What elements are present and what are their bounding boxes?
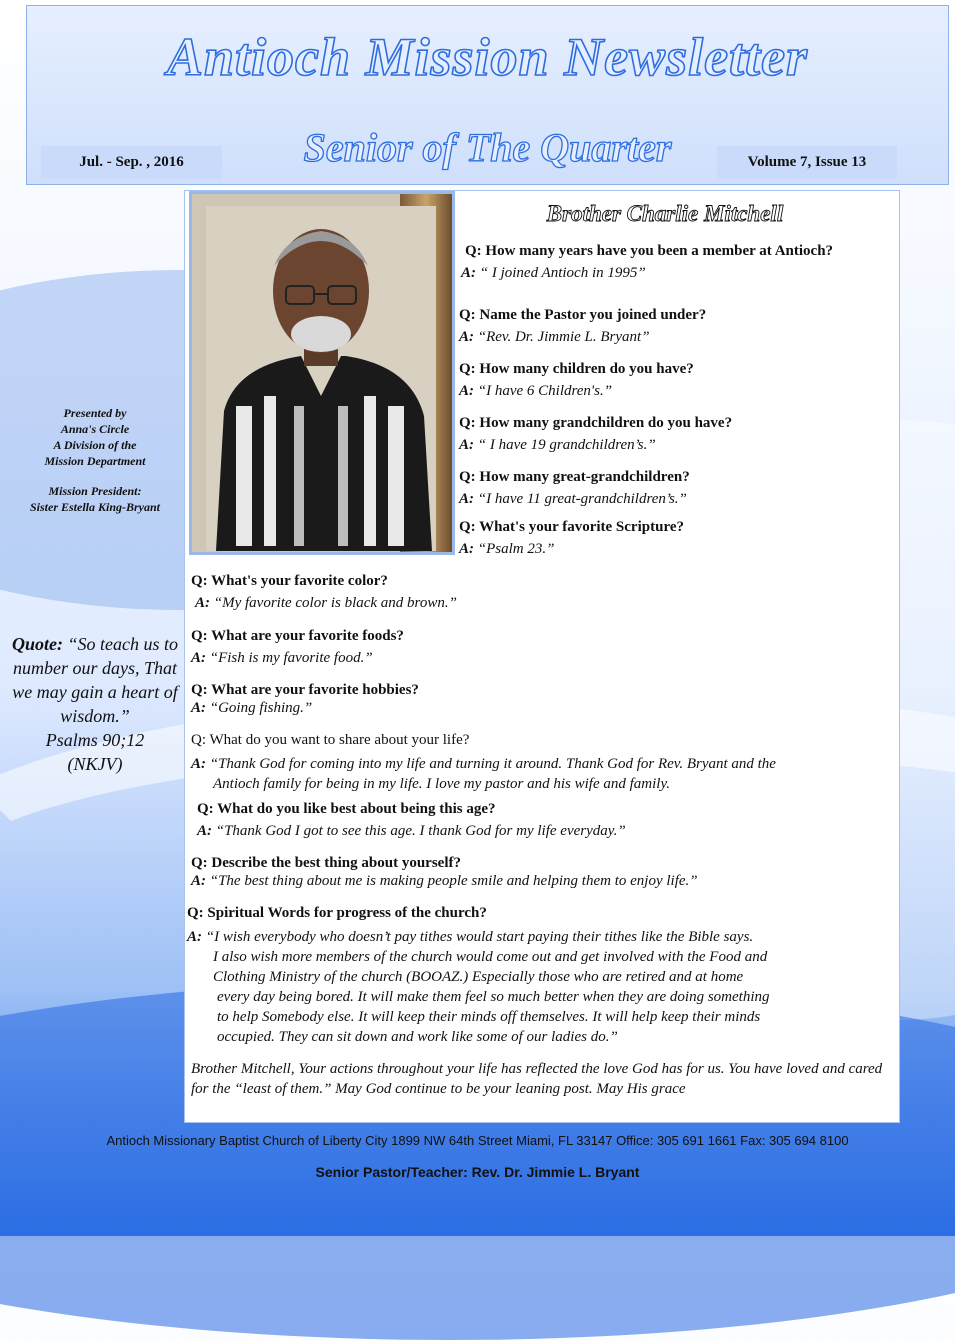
qa-item (191, 732, 776, 794)
qa-item (197, 801, 626, 840)
credit-line: Presented by (63, 406, 127, 420)
answer-line: Clothing Ministry of the church (BOOAZ.) Especially those who are retired and at home (213, 969, 744, 985)
quote-reference: Psalms 90;12 (45, 730, 145, 750)
qa-item (191, 573, 457, 612)
quote-label: Quote: (12, 634, 63, 654)
question: Q: How many great-grandchildren? (459, 469, 690, 485)
answer (459, 383, 694, 400)
answer-line: “Thank God for coming into my life and turning it around. Thank God for Rev. Bryant and the (209, 756, 776, 772)
issue-date: Jul. - Sep. , 2016 (41, 146, 222, 179)
newsletter-subtitle: Senior of The Quarter (303, 125, 672, 170)
profile-panel (184, 190, 900, 1123)
credit-line: Mission Department (44, 454, 146, 468)
newsletter-header (26, 5, 949, 185)
qa-item (459, 361, 694, 400)
answer-text: “My favorite color is black and brown.” (213, 595, 457, 611)
answer-text: “Psalm 23.” (477, 541, 555, 557)
answer-text: “I have 11 great-grandchildren’s.” (477, 491, 687, 507)
question: Q: What do you want to share about your life? (191, 732, 470, 748)
answer-text: “ I joined Antioch in 1995” (479, 265, 646, 281)
senior-name: Brother Charlie Mitchell (546, 201, 784, 226)
scripture-quote (12, 632, 178, 776)
answer-line: every day being bored. It will make them feel so much better when they are doing something (217, 989, 770, 1005)
volume-issue: Volume 7, Issue 13 (717, 146, 897, 179)
closing-paragraph: Brother Mitchell, Your actions throughout your life has reflected the love God has for us. You have loved and cared for the “least of them.” May God continue to be your leaning post. May His grace (191, 1061, 883, 1097)
answer-label: A: (459, 437, 474, 453)
qa-item (191, 628, 404, 667)
answer (459, 329, 706, 346)
answer-label: A: (459, 541, 474, 557)
answer-label: A: (459, 491, 474, 507)
qa-item (461, 243, 834, 282)
qa-item (459, 307, 706, 346)
answer (459, 437, 732, 454)
answer-text: “I have 6 Children's.” (477, 383, 613, 399)
answer-label: A: (191, 873, 206, 889)
qa-item (187, 905, 770, 1047)
question: Q: How many grandchildren do you have? (459, 415, 733, 431)
answer-text: “Fish is my favorite food.” (209, 650, 373, 666)
quote-text: “So teach us to number our days, That we may gain a heart of wisdom.” (12, 634, 178, 726)
answer-line: occupied. They can sit down and work like some of our ladies do.” (217, 1029, 618, 1045)
church-contact-footer: Antioch Missionary Baptist Church of Liberty City 1899 NW 64th Street Miami, FL 33147 Office: 305 691 1661 Fax: 305 694 8100 (106, 1133, 849, 1148)
answer-label: A: (459, 383, 474, 399)
answer-label: A: (187, 929, 202, 945)
question: Q: How many children do you have? (459, 361, 694, 377)
question: Q: What's your favorite color? (191, 573, 388, 589)
qa-item (459, 415, 732, 454)
answer-line: “I wish everybody who doesn’t pay tithes would start paying their tithes like the Bible says. (205, 929, 754, 945)
senior-pastor-footer: Senior Pastor/Teacher: Rev. Dr. Jimmie L. Bryant (315, 1164, 640, 1180)
president-name: Sister Estella King-Bryant (29, 500, 161, 514)
quote-version: (NKJV) (67, 754, 123, 774)
answer (187, 927, 770, 1047)
answer-line: Antioch family for being in my life. I love my pastor and his wife and family. (213, 776, 671, 792)
question: Q: What are your favorite hobbies? (191, 682, 419, 698)
answer-label: A: (197, 823, 212, 839)
answer-line: I also wish more members of the church would come out and get involved with the Food and (213, 949, 768, 965)
question: Q: How many years have you been a member at Antioch? (465, 243, 834, 259)
senior-photo (189, 191, 455, 555)
answer-label: A: (195, 595, 210, 611)
portrait-illustration (206, 206, 436, 551)
answer (191, 650, 404, 667)
answer-label: A: (459, 329, 474, 345)
credit-line: A Division of the (53, 438, 137, 452)
answer (191, 700, 419, 717)
sidebar-credits (10, 405, 180, 515)
answer-text: “Going fishing.” (209, 700, 313, 716)
answer (191, 873, 698, 890)
question: Q: Name the Pastor you joined under? (459, 307, 707, 323)
qa-item (191, 855, 698, 890)
answer (191, 754, 776, 794)
question: Q: What do you like best about being this age? (197, 801, 496, 817)
answer (195, 595, 457, 612)
answer-label: A: (191, 650, 206, 666)
answer-line: to help Somebody else. It will keep their minds off themselves. It will help keep their minds (217, 1009, 761, 1025)
newsletter-title: Antioch Mission Newsletter (166, 27, 809, 87)
question: Q: Spiritual Words for progress of the church? (187, 905, 487, 921)
answer-label: A: (191, 700, 206, 716)
answer-text: “The best thing about me is making people smile and helping them to enjoy life.” (209, 873, 698, 889)
question: Q: What are your favorite foods? (191, 628, 404, 644)
president-label: Mission President: (48, 484, 142, 498)
qa-item (459, 469, 690, 508)
credit-line: Anna's Circle (60, 422, 130, 436)
answer-text: “Thank God I got to see this age. I thank God for my life everyday.” (215, 823, 626, 839)
answer (459, 491, 690, 508)
answer (459, 541, 684, 558)
answer (461, 265, 833, 282)
answer-label: A: (461, 265, 476, 281)
answer (197, 823, 626, 840)
question: Q: What's your favorite Scripture? (459, 519, 684, 535)
answer-label: A: (191, 756, 206, 772)
qa-item (191, 682, 419, 717)
qa-item (459, 519, 684, 558)
answer-text: “ I have 19 grandchildren’s.” (477, 437, 656, 453)
question: Q: Describe the best thing about yourself? (191, 855, 461, 871)
answer-text: “Rev. Dr. Jimmie L. Bryant” (477, 329, 650, 345)
